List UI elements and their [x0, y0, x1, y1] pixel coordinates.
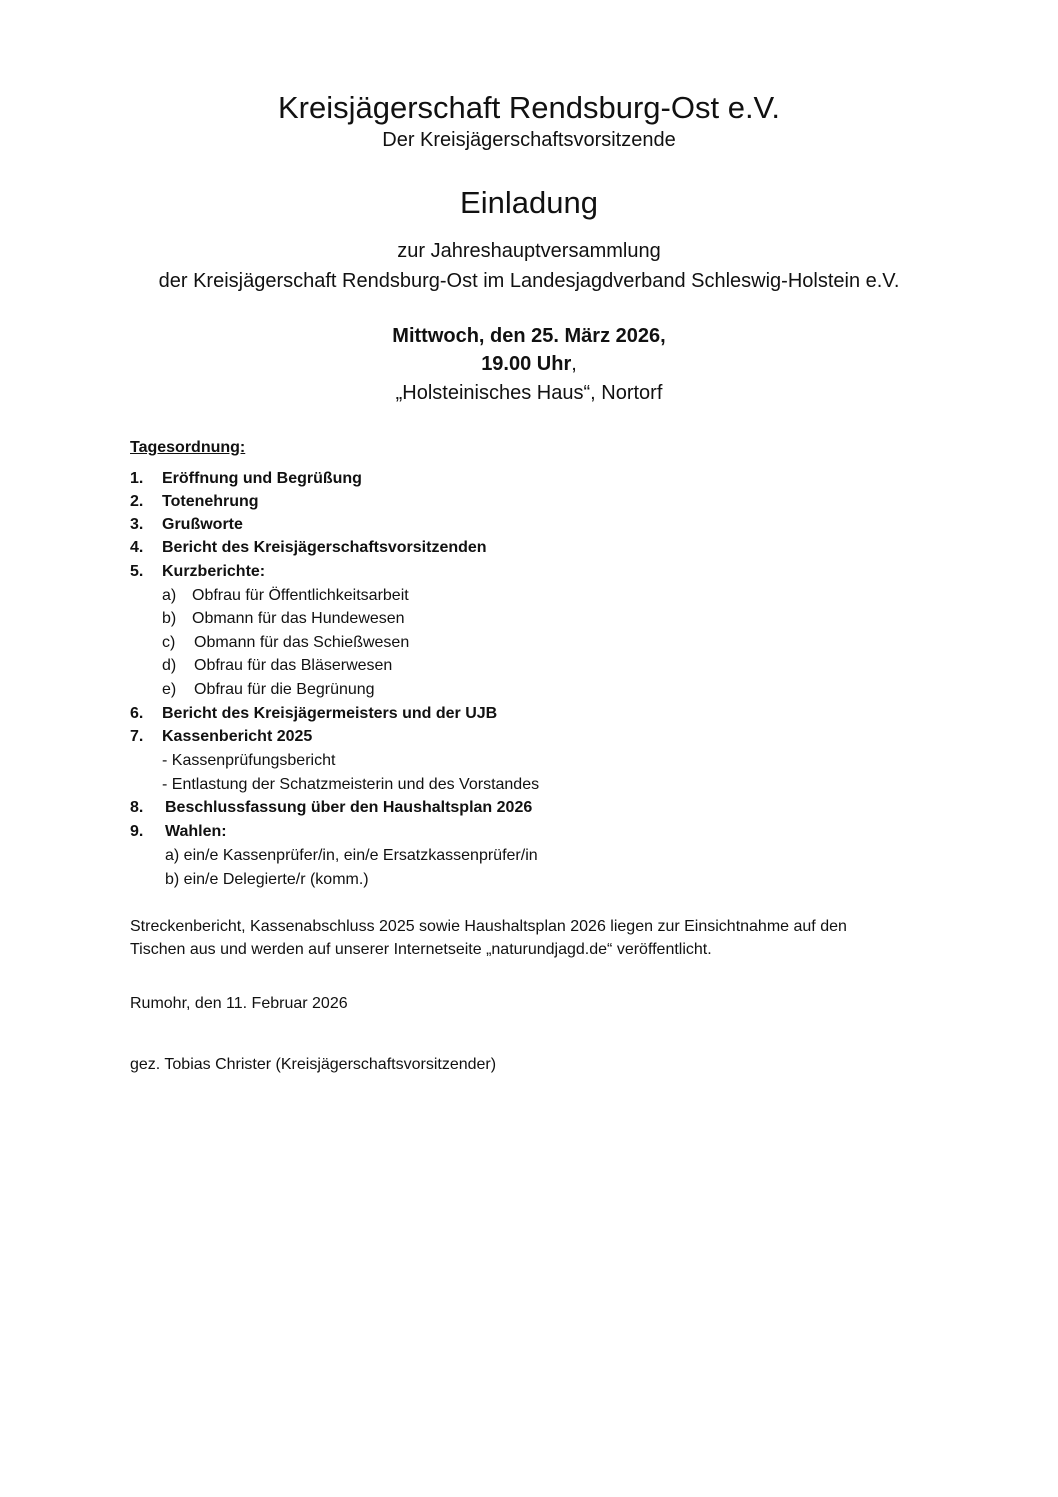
organization-subtitle: Der Kreisjägerschaftsvorsitzende: [382, 129, 676, 151]
page-title: Einladung: [460, 185, 598, 220]
agenda-subitem-text: Obfrau für das Bläserwesen: [194, 657, 393, 674]
agenda-subitem: [165, 870, 369, 890]
agenda-item-text: Bericht des Kreisjägermeisters und der UJB: [162, 705, 498, 722]
intro-line-2: der Kreisjägerschaft Rendsburg-Ost im Landesjagdverband Schleswig-Holstein e.V.: [158, 270, 900, 292]
agenda-subitem-text: Obmann für das Hundewesen: [192, 610, 405, 627]
agenda-subitem: [162, 751, 335, 771]
agenda-subitem-text: - Kassenprüfungsbericht: [162, 752, 336, 769]
agenda-subitem: [165, 846, 538, 866]
agenda-item-number: 1.: [130, 470, 144, 487]
agenda-item-number: 8.: [130, 799, 144, 816]
agenda-subitem-letter: d): [162, 657, 177, 674]
agenda-subitem-letter: e): [162, 681, 177, 698]
notice-line-1: Streckenbericht, Kassenabschluss 2025 sowie Haushaltsplan 2026 liegen zur Einsichtnahme auf den: [130, 918, 847, 935]
notice-line-2: Tischen aus und werden auf unserer Internetseite „naturundjagd.de“ veröffentlicht.: [130, 941, 712, 958]
agenda-item-number: 6.: [130, 705, 144, 722]
agenda-item-text: Grußworte: [162, 516, 243, 533]
agenda-item-text: Bericht des Kreisjägerschaftsvorsitzenden: [162, 539, 487, 556]
agenda-subitem: [162, 775, 539, 795]
agenda-subitem-text: Obfrau für Öffentlichkeitsarbeit: [192, 587, 409, 604]
agenda-subitem-letter: b): [162, 610, 177, 627]
agenda-subitem-text: b) ein/e Delegierte/r (komm.): [165, 871, 369, 888]
agenda-subitem-letter: a): [162, 587, 177, 604]
agenda-item-number: 7.: [130, 728, 144, 745]
agenda-item-text: Kurzberichte:: [162, 563, 266, 580]
organization-name: Kreisjägerschaft Rendsburg-Ost e.V.: [278, 90, 780, 125]
agenda-item-number: 9.: [130, 823, 144, 840]
agenda-item-text: Kassenbericht 2025: [162, 728, 313, 745]
event-venue: „Holsteinisches Haus“, Nortorf: [395, 382, 663, 404]
agenda-heading: Tagesordnung:: [130, 439, 246, 456]
agenda-item-text: Wahlen:: [165, 823, 227, 840]
agenda-item-number: 3.: [130, 516, 144, 533]
agenda-subitem-text: a) ein/e Kassenprüfer/in, ein/e Ersatzkassenprüfer/in: [165, 847, 538, 864]
intro-line-1: zur Jahreshauptversammlung: [397, 240, 661, 262]
event-time-line: [0, 351, 1058, 377]
agenda-subitem-text: Obmann für das Schießwesen: [194, 634, 410, 651]
signature: gez. Tobias Christer (Kreisjägerschaftsvorsitzender): [130, 1056, 497, 1073]
agenda-subitem-letter: c): [162, 634, 176, 651]
event-time: 19.00 Uhr: [481, 353, 572, 375]
agenda-subitem-text: Obfrau für die Begrünung: [194, 681, 375, 698]
event-time-suffix: ,: [571, 353, 577, 375]
agenda-item-number: 2.: [130, 493, 144, 510]
agenda-item-number: 5.: [130, 563, 144, 580]
agenda-item-text: Eröffnung und Begrüßung: [162, 470, 362, 487]
agenda-item-text: Totenehrung: [162, 493, 259, 510]
place-date: Rumohr, den 11. Februar 2026: [130, 995, 348, 1012]
agenda-subitem-text: - Entlastung der Schatzmeisterin und des Vorstandes: [162, 776, 540, 793]
agenda-item-number: 4.: [130, 539, 144, 556]
event-date: Mittwoch, den 25. März 2026,: [392, 325, 666, 347]
agenda-item-text: Beschlussfassung über den Haushaltsplan 2026: [165, 799, 533, 816]
